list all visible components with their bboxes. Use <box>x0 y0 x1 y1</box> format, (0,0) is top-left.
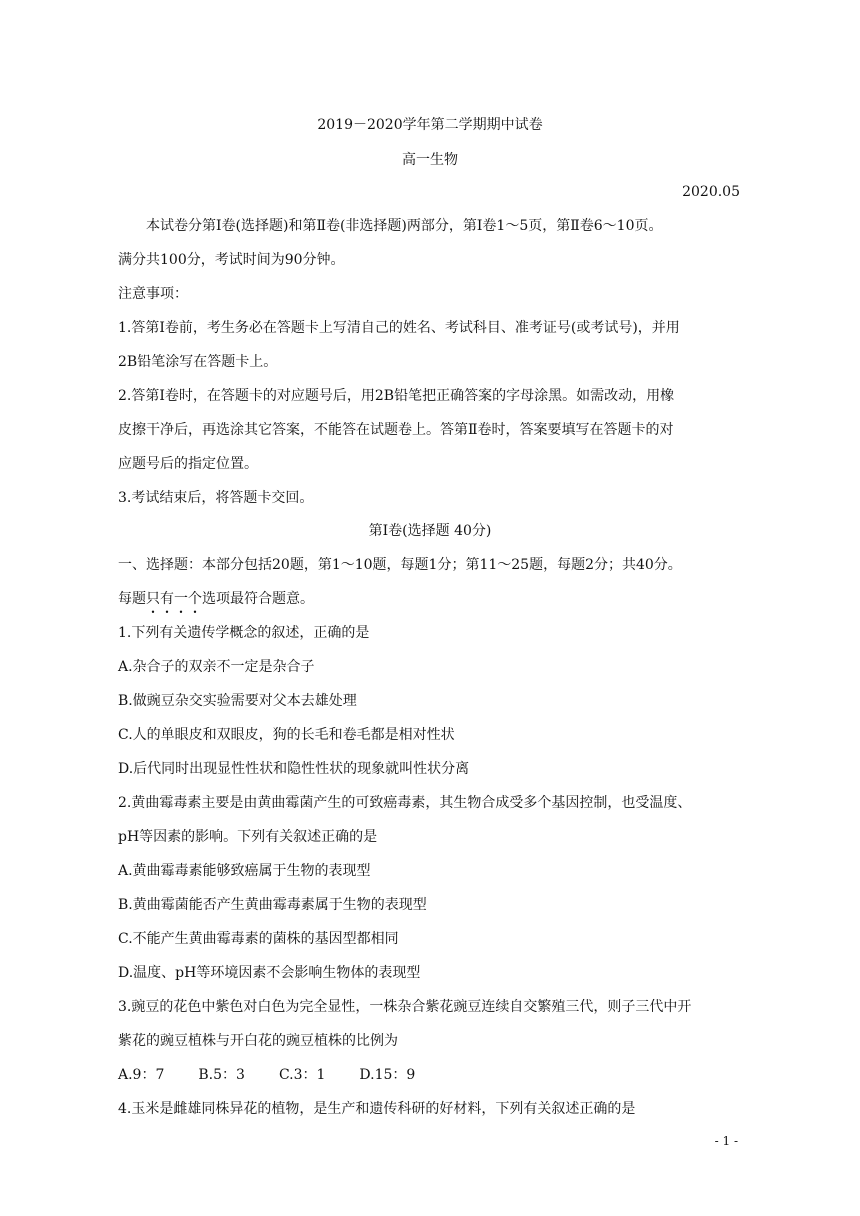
page-number: - 1 - <box>714 1134 738 1148</box>
question-3-option-a: A.9：7 <box>118 1067 165 1083</box>
emphasis-char: 一 <box>174 591 188 607</box>
note-1-line-2: 2B铅笔涂写在答题卡上。 <box>118 354 278 370</box>
note-2-line-3: 应题号后的指定位置。 <box>118 456 258 472</box>
question-3-stem-line-1: 3.豌豆的花色中紫色对白色为完全显性，一株杂合紫花豌豆连续自交繁殖三代，则子三代中开 <box>118 999 692 1015</box>
question-3-options <box>118 1065 415 1085</box>
emphasis-char: 个 <box>188 591 202 607</box>
section-desc-line-1: 一、选择题：本部分包括20题，第1～10题，每题1分；第11～25题，每题2分；共40分。 <box>118 557 682 573</box>
question-2-option-c: C.不能产生黄曲霉毒素的菌株的基因型都相同 <box>118 931 399 947</box>
question-1-option-a: A.杂合子的双亲不一定是杂合子 <box>118 659 315 675</box>
question-1-option-b: B.做豌豆杂交实验需要对父本去雄处理 <box>118 693 357 709</box>
question-3-stem-line-2: 紫花的豌豆植株与开白花的豌豆植株的比例为 <box>118 1033 398 1049</box>
note-3: 3.考试结束后，将答题卡交回。 <box>118 490 314 506</box>
emphasis-char: 只 <box>146 591 160 607</box>
question-2-option-d: D.温度、pH等环境因素不会影响生物体的表现型 <box>118 965 421 981</box>
question-3-option-c: C.3：1 <box>278 1067 326 1083</box>
intro-line-2: 满分共100分，考试时间为90分钟。 <box>118 252 345 268</box>
note-2-line-1: 2.答第Ⅰ卷时，在答题卡的对应题号后，用2B铅笔把正确答案的字母涂黑。如需改动，用橡 <box>118 388 675 404</box>
emphasis-only-one <box>146 591 202 607</box>
question-4-stem: 4.玉米是雌雄同株异花的植物，是生产和遗传科研的好材料，下列有关叙述正确的是 <box>118 1101 636 1117</box>
exam-subject: 高一生物 <box>402 152 458 168</box>
question-3-option-d: D.15：9 <box>359 1067 416 1083</box>
note-2-line-2: 皮擦干净后，再选涂其它答案，不能答在试题卷上。答第Ⅱ卷时，答案要填写在答题卡的对 <box>118 422 674 438</box>
note-1-line-1: 1.答第Ⅰ卷前，考生务必在答题卡上写清自己的姓名、考试科目、准考证号(或考试号)，并用 <box>118 320 680 336</box>
notes-heading: 注意事项： <box>118 286 188 302</box>
question-2-stem-line-2: pH等因素的影响。下列有关叙述正确的是 <box>118 829 378 845</box>
question-3-option-b: B.5：3 <box>198 1067 245 1083</box>
emphasis-char: 有 <box>160 591 174 607</box>
section-title: 第Ⅰ卷(选择题 40分) <box>368 523 492 539</box>
question-1-option-d: D.后代同时出现显性性状和隐性性状的现象就叫性状分离 <box>118 761 470 777</box>
section-desc-line-2 <box>118 589 314 609</box>
intro-line-1: 本试卷分第Ⅰ卷(选择题)和第Ⅱ卷(非选择题)两部分，第Ⅰ卷1～5页，第Ⅱ卷6～10页。 <box>146 218 663 234</box>
desc-prefix: 每题 <box>118 591 146 607</box>
question-2-option-a: A.黄曲霉毒素能够致癌属于生物的表现型 <box>118 863 371 879</box>
exam-title: 2019－2020学年第二学期期中试卷 <box>317 117 543 133</box>
exam-date: 2020.05 <box>682 184 740 200</box>
question-1-option-c: C.人的单眼皮和双眼皮，狗的长毛和卷毛都是相对性状 <box>118 727 455 743</box>
question-2-stem-line-1: 2.黄曲霉毒素主要是由黄曲霉菌产生的可致癌毒素，其生物合成受多个基因控制，也受温度、 <box>118 795 692 811</box>
question-1-stem: 1.下列有关遗传学概念的叙述，正确的是 <box>118 625 370 641</box>
question-2-option-b: B.黄曲霉菌能否产生黄曲霉毒素属于生物的表现型 <box>118 897 427 913</box>
desc-suffix: 选项最符合题意。 <box>202 591 314 607</box>
